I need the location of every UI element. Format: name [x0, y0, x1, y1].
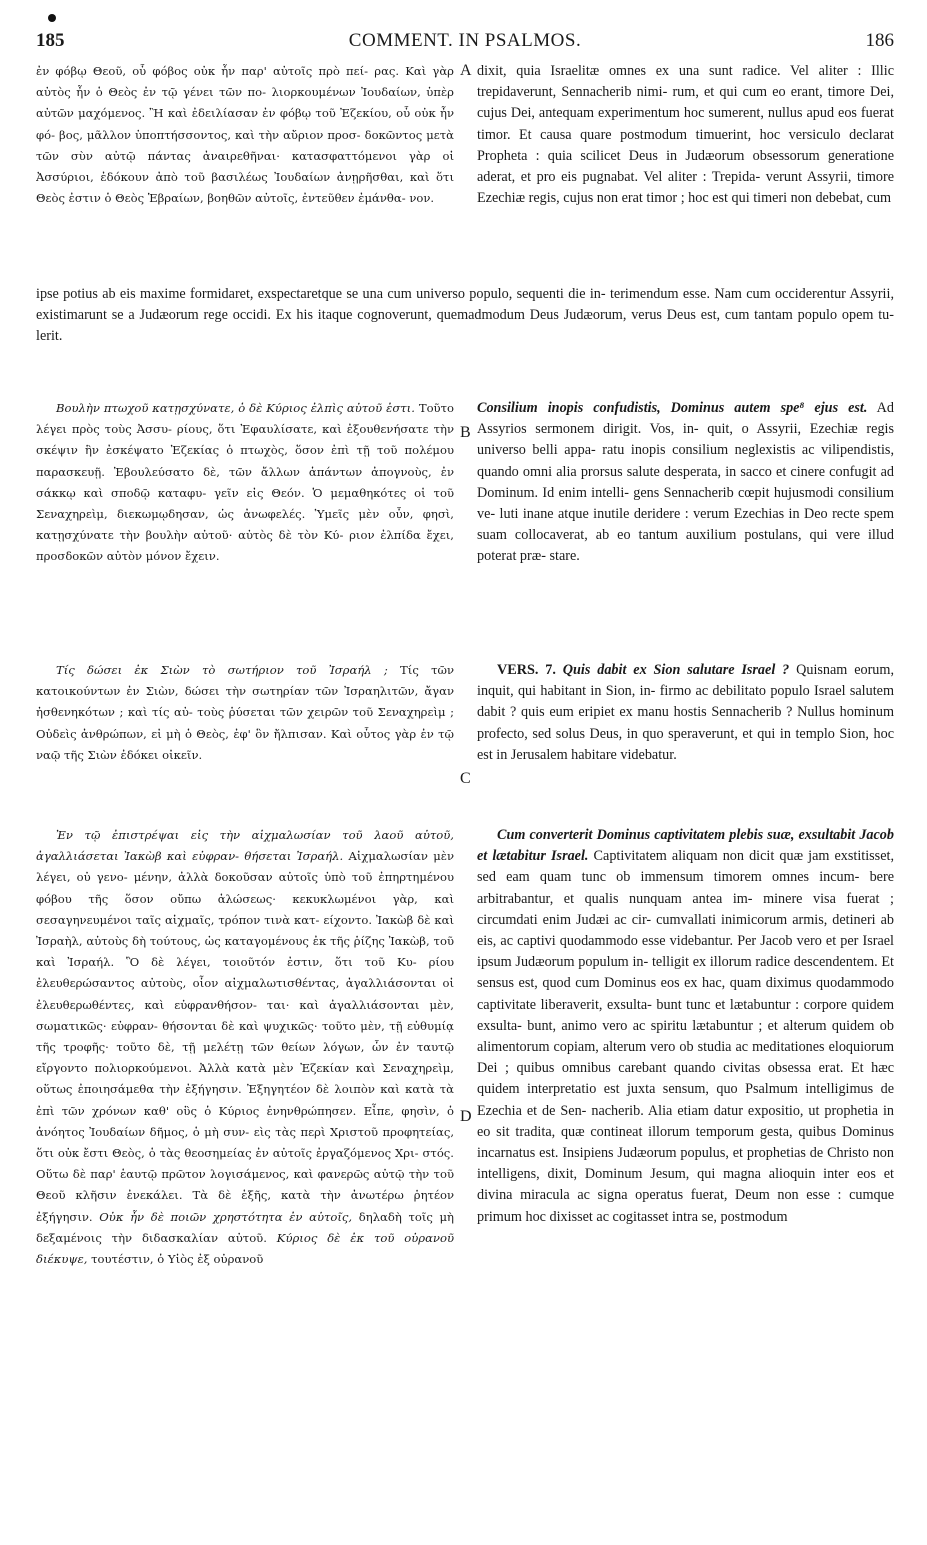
running-title: COMMENT. IN PSALMOS.: [348, 30, 582, 51]
latin-lemma: Consilium inopis confudistis, Dominus autem spe⁸ ejus est.: [477, 400, 868, 416]
verse-number: VERS. 7.: [497, 662, 556, 678]
latin-text: Captivitatem aliquam non dicit quæ jam exstitisset, sed eam quam tunc ob immensum timorem omnes incum- bere arbitrabantur, et qualis nunquam antea im- minere visa fuerat ; circumdati enim Judæi ac cir- cumvallati inimicorum armis, detineri ab eis, ac captivi quodammodo esse videbantur. Per Jacob vero et per Israel ipsum Judæorum populum in- telligit ex illorum radice descendentem. Et sensus est, quod cum Dominus eos ex hac, quam diximus quodammodo captivitate liberaverit, exsulta- bunt tunc et lætabuntur : corpore quidem exsulta- bunt, animo vero ac spiritu lætabuntur ; et alterum quidem ob alimentorum copiam, alterum vero ob studia ac meditationes eloquiorum Dei ; quibus omnibus carebant quando civitas obsessa erat. Et hæc quidem interpretatio est juxta sensum, quo Psalmum intelligimus de Ezechia et de Sen- nacherib. Alia etiam datur expositio, ut prophetia in eo sit tradita, quæ contineat illorum temporum gesta, quibus Dominus incarnatus est. Insipiens Judæorum populus, et prophetias de Christo non intelligens, dixit, Dominum Jesum, qui magna alioquin inter eos et divina miracula ac signa operatus fuerat, Deum non esse : cumque primum hoc dixisset ac cogitasset intra se, postmodum: [477, 848, 894, 1225]
greek-col-sec2: [36, 398, 454, 640]
ink-dot: [48, 14, 56, 22]
greek-col-sec3: [36, 660, 454, 798]
latin-paragraph-full: ipse potius ab eis maxime formidaret, exspectaretque se una cum universo populo, sequenti die in- terimendum esse. Nam cum occiderentur Assyrii, existimarunt se a Judæorum rege occidi. Ex his itaque cognoverunt, quemadmodum Deus Judæorum, verus Deus est, cum tantam populo opem tu- lerit.: [36, 286, 894, 345]
latin-paragraph: dixit, quia Israelitæ omnes ex una sunt radice. Vel aliter : Illic trepidaverunt, Sennacherib nimi- rum, et qui cum eo erant, timore Dei, cujus Dei, antequam experimentum hoc sumerent, nullus apud eos fuerat timor. Et causa quare postmodum timuerint, hoc versiculo declarat Propheta : quia scilicet Deus in Judæorum obsessorum generatione aderat, et pro eis pugnabat. Vel aliter : Trepida- verunt Assyrii, timore Ezechiæ regis, cujus non erat timor ; hoc est qui timeri non debebat, cum: [477, 63, 894, 207]
latin-text: Quisnam eorum, inquit, qui habitant in Sion, in- firmo ac debilitato populo Israel salutem dabit ? quis eum eripiet ex manu hostis Sennacherib ? Nullus hominum profecto, sed solus Deus, in quo speraverunt, et qui in templo Sion, hoc est in Jerusalem habitare videbatur.: [477, 662, 894, 763]
running-header: [36, 30, 894, 56]
latin-col-sec1: [477, 61, 894, 275]
greek-text-3: τουτέστιν, ὁ Υἱὸς ἐξ οὐρανοῦ: [87, 1252, 264, 1267]
latin-lemma: Cum converterit Dominus captivitatem plebis suæ, exsultabit Jacob et lætabitur Israel.: [477, 827, 894, 865]
margin-marker-c: C: [460, 770, 471, 787]
greek-lemma-2: Οὐκ ἦν δὲ ποιῶν χρηστότητα ἐν αὐτοῖς,: [92, 1209, 353, 1224]
greek-text: Τοῦτο λέγει πρὸς τοὺς Ἀσσυ- ρίους, ὅτι Ἐφαυλίσατε, καὶ ἐξουθενήσατε τὴν σκέψιν ἣν ἐσκέψατο Ἐζεκίας ὁ πτωχὸς, ὅσον ἐπὶ τῇ τοῦ πολέμου παρασκευῇ. Ἐβουλεύσατο δὲ, τῶν ἄλλων ἁπάντων ἀπογνοὺς, ἐν σάκκῳ καὶ σποδῷ καταφυ- γεῖν εἰς Θεόν. Ὁ μεμαθηκότες οἱ τοῦ Σεναχηρεὶμ, διεκωμῳδησαν, ὡς ἀνωφελές. Ὑμεῖς μὲν οὖν, φησὶ, κατῃσχύνατε τὴν βουλὴν αὐτοῦ· αὐτὸς δὲ τὸν Κύ- ριον ἐλπίδα ἔχει, προσδοκῶν αὐτὸν μόνον ἔχειν.: [36, 401, 454, 564]
latin-col-sec4: [477, 825, 894, 1520]
latin-paragraph: [477, 660, 894, 766]
latin-text: Ad Assyrios sermonem dirigit. Vos, in- quit, o Assyrii, Ezechiæ regis universo belli appa- ratu inopis consilium neglexistis ac vilipendistis, quando omni alia prorsus salute desperata, in sacco et cinere confugit ad Dominum. Id enim intelli- gens Sennacherib cœpit hujusmodi consilium ve- luti inane atque inutile deridere : verum Ezechias in Deo recte spem suam collocaverat, ab eo tantum auxilium postulans, qui vere illud poterat præ- stare.: [477, 400, 894, 565]
page-number-left: 185: [36, 30, 65, 51]
margin-marker-a: A: [460, 62, 472, 79]
greek-col-sec1: [36, 61, 454, 275]
margin-marker-b: B: [460, 424, 471, 441]
greek-text: Τίς τῶν κατοικούντων ἐν Σιὼν, δώσει τὴν σωτηρίαν τῶν Ἰσραηλιτῶν, ἄγαν ἠσθενηκότων ; καὶ τίς αὐ- τοὺς ῥύσεται τῶν χειρῶν τοῦ Σεναχηρεὶμ ; Οὐδεὶς ἀνθρώπων, εἰ μὴ ὁ Θεὸς, ἐφ' ὃν ἤλπισαν. Καὶ οὗτος γὰρ ἐν τῷ ναῷ τῆς Σιὼν ἐδόκει οἰκεῖν.: [36, 663, 454, 762]
greek-lemma-3: Κύριος δὲ ἐκ τοῦ οὐρανοῦ διέκυψε,: [36, 1230, 454, 1267]
greek-text: Αἰχμαλωσίαν μὲν λέγει, οὐ γενο- μένην, ἀλλὰ δοκοῦσαν αὐτοῖς ὑπὸ τοῦ ἐπηρτημένου φόβου τῆς ὅσον οὔπω ἁλώσεως· κεκυκλωμένοι γὰρ, καὶ σεσαγηνευμένοι ταῖς αἰχμαῖς, τρόπον τινὰ κατ- είχοντο. Ἰακὼβ δὲ καὶ Ἰσραὴλ, αὐτοὺς δὴ τούτους, ὡς καταγομένους ἐκ τῆς ῥίζης Ἰακὼβ, τοῦ καὶ Ἰσραήλ. Ὃ δὲ λέγει, τοιοῦτόν ἐστιν, ὅτι τοῦ Κυ- ρίου ἐλευθερώσαντος αὐτοὺς, οἷον αἰχμαλωτισθέντας, ἀγαλλιάσονται οἱ ἐλευθερωθέντες, καὶ εὐφρανθήσον- ται· καὶ ἀγαλλιάσονται μὲν, σωματικῶς· εὐφραν- θήσονται δὲ καὶ ψυχικῶς· τοῦτο μὲν, τῇ εὐθυμίᾳ τῆς τροφῆς· τοῦτο δὲ, τῇ μελέτῃ τῶν θείων λόγων, ὧν ἐν ταυτῷ εἴργοντο πολιορκούμενοι. Ἀλλὰ κατὰ μὲν Ἐζεκίαν καὶ Σεναχηρεὶμ, οὕτως ἐποιησάμεθα τὴν ἐξήγησιν. Ἐξηγητέον δὲ λοιπὸν καὶ κατὰ τὰ ἐπὶ τῶν χρόνων καθ' οὓς ὁ Κύριος ἐνηνθρώπησεν. Εἶπε, φησὶν, ὁ ἀνόητος Ἰουδαίων δῆμος, ὁ μὴ συν- εὶς τὰς περὶ Χριστοῦ προφητείας, ὅτι οὐκ ἔστι Θεὸς, ὁ τὰς θεοσημείας ἐν αὐτοῖς ἐργαζόμενος Χρι- στός. Οὕτω δὲ παρ' ἑαυτῷ πρῶτον λογισάμενος, καὶ φανερῶς αὐτῷ τὴν τοῦ Θεοῦ κλῆσιν ἐνεκάλει. Τὰ δὲ ἑξῆς, κατὰ τὴν ἀνωτέρω ῥητέον ἐξήγησιν.: [36, 849, 454, 1224]
margin-marker-d: D: [460, 1108, 472, 1125]
greek-col-sec4: [36, 825, 454, 1520]
page-number-right: 186: [865, 30, 894, 51]
greek-paragraph: ἐν φόβῳ Θεοῦ, οὗ φόβος οὐκ ἦν παρ' αὐτοῖς πρὸ πεί- ρας. Καὶ γὰρ αὐτὸς ἦν ὁ Θεὸς ἐν τῷ γένει τῶν πο- λιορκουμένων Ἰουδαίων, ὑπὲρ αὐτῶν μαχόμενος. Ἢ καὶ ἐδειλίασαν ἐν φόβῳ τοῦ Ἐζεκίου, οὗ οὐκ ἦν φό- βος, μᾶλλον ὑποπτήσσοντος, καὶ τὴν αὔριον προσ- δοκῶντος μετὰ τῶν σὺν αὐτῷ πάντας ἀναιρεθῆναι· κατασφαττόμενοι γὰρ οἱ Ἀσσύριοι, ἐδόκουν ἀπὸ τοῦ βασιλέως Ἰουδαίων ἀνῃρῆσθαι, καὶ ὅτι Θεὸς ἐστιν ὁ Θεὸς Ἑβραίων, βοηθῶν αὐτοῖς, ἐντεῦθεν ἐμάνθα- νον.: [36, 64, 454, 206]
latin-col-sec3: [477, 660, 894, 818]
greek-lemma: Τίς δώσει ἐκ Σιὼν τὸ σωτήριον τοῦ Ἰσραήλ ;: [56, 663, 388, 677]
latin-col-sec2: [477, 398, 894, 658]
latin-paragraph: [477, 398, 894, 568]
latin-paragraph: [477, 825, 894, 1228]
full-width-paragraph: [36, 284, 894, 390]
greek-text-2: δηλαδὴ τοῖς μὴ δεξαμένοις τὴν διδασκαλίαν αὐτοῦ.: [36, 1209, 454, 1245]
greek-paragraph: [36, 660, 454, 766]
greek-paragraph: [36, 398, 454, 568]
latin-lemma: Quis dabit ex Sion salutare Israel ?: [555, 662, 790, 678]
greek-lemma: Ἐν τῷ ἐπιστρέψαι εἰς τὴν αἰχμαλωσίαν τοῦ λαοῦ αὐτοῦ, ἀγαλλιάσεται Ἰακὼβ καὶ εὐφραν- θήσεται Ἰσραήλ.: [36, 828, 454, 864]
greek-paragraph: [36, 825, 454, 1270]
greek-lemma: Βουλὴν πτωχοῦ κατῃσχύνατε, ὁ δὲ Κύριος ἐλπὶς αὐτοῦ ἐστι.: [56, 401, 415, 415]
